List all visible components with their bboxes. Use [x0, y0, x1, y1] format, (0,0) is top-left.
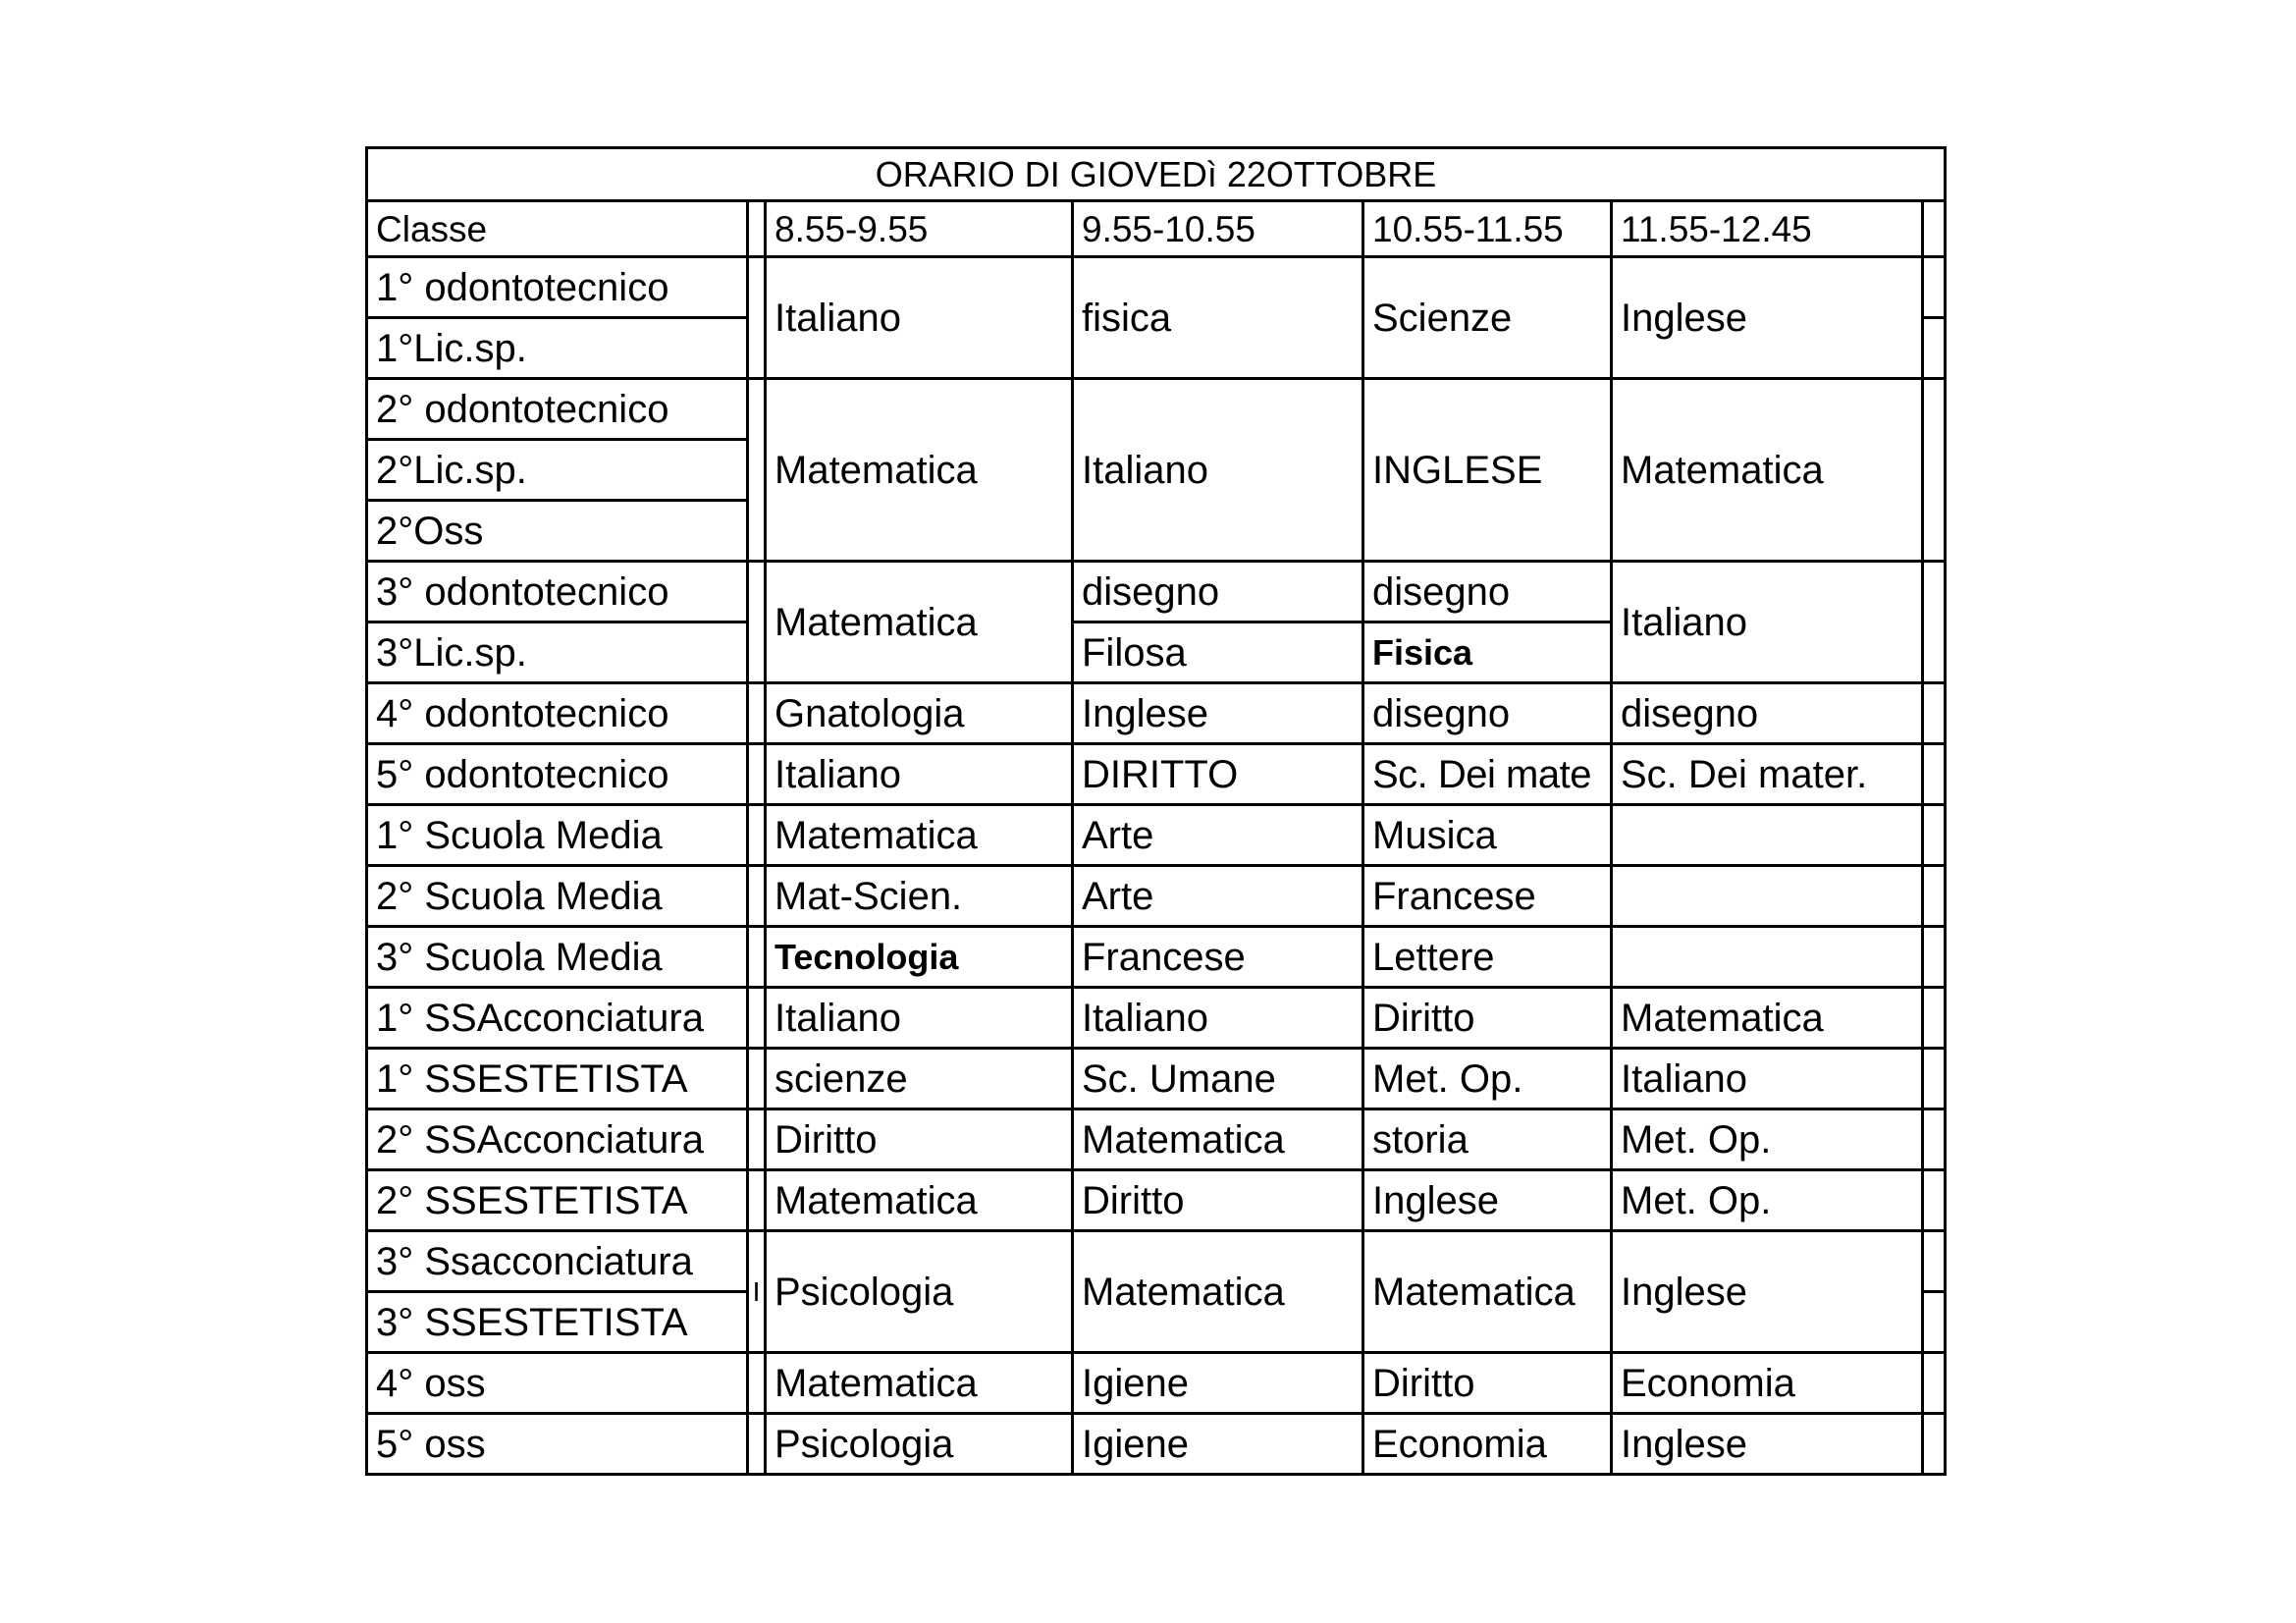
lesson-cell: Psicologia	[766, 1414, 1073, 1475]
class-name: 1° SSAcconciatura	[367, 988, 748, 1049]
class-name: 2° Scuola Media	[367, 866, 748, 927]
lesson-cell: Matematica	[1612, 379, 1923, 562]
lesson-cell: Arte	[1073, 805, 1363, 866]
lesson-cell: Inglese	[1073, 683, 1363, 744]
spacer-cell	[748, 562, 766, 683]
spacer-cell	[748, 1049, 766, 1109]
lesson-cell: Francese	[1363, 866, 1612, 927]
spacer-cell	[1923, 1049, 1946, 1109]
lesson-cell: Italiano	[766, 988, 1073, 1049]
spacer-cell	[748, 744, 766, 805]
class-name: 3°Lic.sp.	[367, 622, 748, 683]
lesson-cell: Matematica	[766, 379, 1073, 562]
classe-header: Classe	[367, 201, 748, 257]
lesson-cell: Diritto	[1363, 988, 1612, 1049]
spacer-cell	[748, 927, 766, 988]
schedule-table	[365, 146, 1947, 1476]
spacer-cell	[1923, 988, 1946, 1049]
lesson-cell: DIRITTO	[1073, 744, 1363, 805]
class-name: 5° oss	[367, 1414, 748, 1475]
table-row	[367, 805, 1946, 866]
lesson-cell: Arte	[1073, 866, 1363, 927]
spacer-cell	[1923, 866, 1946, 927]
spacer-cell	[1923, 1414, 1946, 1475]
class-name: 1° SSESTETISTA	[367, 1049, 748, 1109]
lesson-cell: Diritto	[766, 1109, 1073, 1170]
class-name: 4° oss	[367, 1353, 748, 1414]
class-name: 3° odontotecnico	[367, 562, 748, 622]
schedule-sheet	[365, 146, 1944, 1486]
spacer-cell	[1923, 1353, 1946, 1414]
slot-header: 10.55-11.55	[1363, 201, 1612, 257]
spacer-cell	[748, 1170, 766, 1231]
lesson-cell: Italiano	[766, 744, 1073, 805]
table-row	[367, 683, 1946, 744]
table-row	[367, 1170, 1946, 1231]
spacer-cell: I	[748, 1231, 766, 1353]
table-row	[367, 1414, 1946, 1475]
spacer-cell	[1923, 744, 1946, 805]
lesson-cell: Matematica	[766, 562, 1073, 683]
table-row	[367, 1109, 1946, 1170]
table-row	[367, 257, 1946, 318]
lesson-cell: Met. Op.	[1612, 1170, 1923, 1231]
table-row	[367, 1231, 1946, 1292]
class-name: 3° Ssacconciatura	[367, 1231, 748, 1292]
spacer-cell	[1923, 683, 1946, 744]
table-row	[367, 927, 1946, 988]
spacer-cell	[1923, 1170, 1946, 1231]
class-name: 5° odontotecnico	[367, 744, 748, 805]
lesson-cell: Italiano	[1073, 988, 1363, 1049]
lesson-cell	[1612, 927, 1923, 988]
spacer-cell	[1923, 562, 1946, 683]
spacer-cell	[748, 988, 766, 1049]
lesson-cell: Economia	[1612, 1353, 1923, 1414]
spacer-cell	[748, 1353, 766, 1414]
lesson-cell: Filosa	[1073, 622, 1363, 683]
lesson-cell: Matematica	[766, 1353, 1073, 1414]
lesson-cell: Inglese	[1363, 1170, 1612, 1231]
spacer-cell	[748, 683, 766, 744]
lesson-cell: scienze	[766, 1049, 1073, 1109]
lesson-cell: Matematica	[766, 805, 1073, 866]
spacer-cell	[1923, 379, 1946, 562]
class-name: 2°Oss	[367, 501, 748, 562]
spacer-cell	[748, 1414, 766, 1475]
header-row	[367, 201, 1946, 257]
slot-header: 11.55-12.45	[1612, 201, 1923, 257]
spacer-cell	[1923, 201, 1946, 257]
lesson-cell: Matematica	[1073, 1231, 1363, 1353]
spacer-cell	[748, 1109, 766, 1170]
table-row	[367, 379, 1946, 440]
slot-header: 9.55-10.55	[1073, 201, 1363, 257]
spacer-cell	[1923, 1109, 1946, 1170]
class-name: 2° SSAcconciatura	[367, 1109, 748, 1170]
lesson-cell: Matematica	[1363, 1231, 1612, 1353]
class-name: 4° odontotecnico	[367, 683, 748, 744]
lesson-cell: Matematica	[1073, 1109, 1363, 1170]
spacer-cell	[748, 866, 766, 927]
lesson-cell: disegno	[1363, 562, 1612, 622]
lesson-cell: Sc. Dei mater.	[1612, 744, 1923, 805]
lesson-cell: Mat-Scien.	[766, 866, 1073, 927]
lesson-cell: Inglese	[1612, 257, 1923, 379]
lesson-cell: Italiano	[1612, 562, 1923, 683]
lesson-cell: disegno	[1612, 683, 1923, 744]
lesson-cell: Diritto	[1073, 1170, 1363, 1231]
class-name: 3° SSESTETISTA	[367, 1292, 748, 1353]
spacer-cell	[1923, 257, 1946, 318]
lesson-cell: disegno	[1073, 562, 1363, 622]
lesson-cell: fisica	[1073, 257, 1363, 379]
table-row	[367, 744, 1946, 805]
table-row	[367, 562, 1946, 622]
spacer-cell	[1923, 1292, 1946, 1353]
class-name: 1° odontotecnico	[367, 257, 748, 318]
lesson-cell: Sc. Dei mate	[1363, 744, 1612, 805]
table-row	[367, 988, 1946, 1049]
class-name: 1° Scuola Media	[367, 805, 748, 866]
class-name: 2°Lic.sp.	[367, 440, 748, 501]
lesson-cell	[1612, 866, 1923, 927]
spacer-cell	[1923, 927, 1946, 988]
class-name: 2° odontotecnico	[367, 379, 748, 440]
lesson-cell: Scienze	[1363, 257, 1612, 379]
lesson-cell: INGLESE	[1363, 379, 1612, 562]
lesson-cell: disegno	[1363, 683, 1612, 744]
spacer-cell	[748, 379, 766, 562]
lesson-cell: Gnatologia	[766, 683, 1073, 744]
table-row	[367, 866, 1946, 927]
spacer-cell	[748, 257, 766, 379]
lesson-cell: Sc. Umane	[1073, 1049, 1363, 1109]
spacer-cell	[748, 201, 766, 257]
lesson-cell: Inglese	[1612, 1414, 1923, 1475]
class-name: 2° SSESTETISTA	[367, 1170, 748, 1231]
lesson-cell: Inglese	[1612, 1231, 1923, 1353]
lesson-cell: Economia	[1363, 1414, 1612, 1475]
lesson-cell: Matematica	[1612, 988, 1923, 1049]
lesson-cell: Met. Op.	[1612, 1109, 1923, 1170]
lesson-cell: Italiano	[766, 257, 1073, 379]
lesson-cell: storia	[1363, 1109, 1612, 1170]
spacer-cell	[1923, 318, 1946, 379]
slot-header: 8.55-9.55	[766, 201, 1073, 257]
table-row	[367, 1049, 1946, 1109]
lesson-cell: Fisica	[1363, 622, 1612, 683]
spacer-cell	[1923, 805, 1946, 866]
spacer-cell	[748, 805, 766, 866]
class-name: 1°Lic.sp.	[367, 318, 748, 379]
spacer-cell	[1923, 1231, 1946, 1292]
table-row	[367, 1353, 1946, 1414]
class-name: 3° Scuola Media	[367, 927, 748, 988]
lesson-cell: Italiano	[1612, 1049, 1923, 1109]
lesson-cell: Tecnologia	[766, 927, 1073, 988]
schedule-title: ORARIO DI GIOVEDì 22OTTOBRE	[367, 148, 1946, 201]
lesson-cell: Italiano	[1073, 379, 1363, 562]
lesson-cell: Diritto	[1363, 1353, 1612, 1414]
lesson-cell: Lettere	[1363, 927, 1612, 988]
lesson-cell	[1612, 805, 1923, 866]
lesson-cell: Psicologia	[766, 1231, 1073, 1353]
lesson-cell: Igiene	[1073, 1353, 1363, 1414]
lesson-cell: Met. Op.	[1363, 1049, 1612, 1109]
lesson-cell: Igiene	[1073, 1414, 1363, 1475]
lesson-cell: Musica	[1363, 805, 1612, 866]
lesson-cell: Matematica	[766, 1170, 1073, 1231]
lesson-cell: Francese	[1073, 927, 1363, 988]
